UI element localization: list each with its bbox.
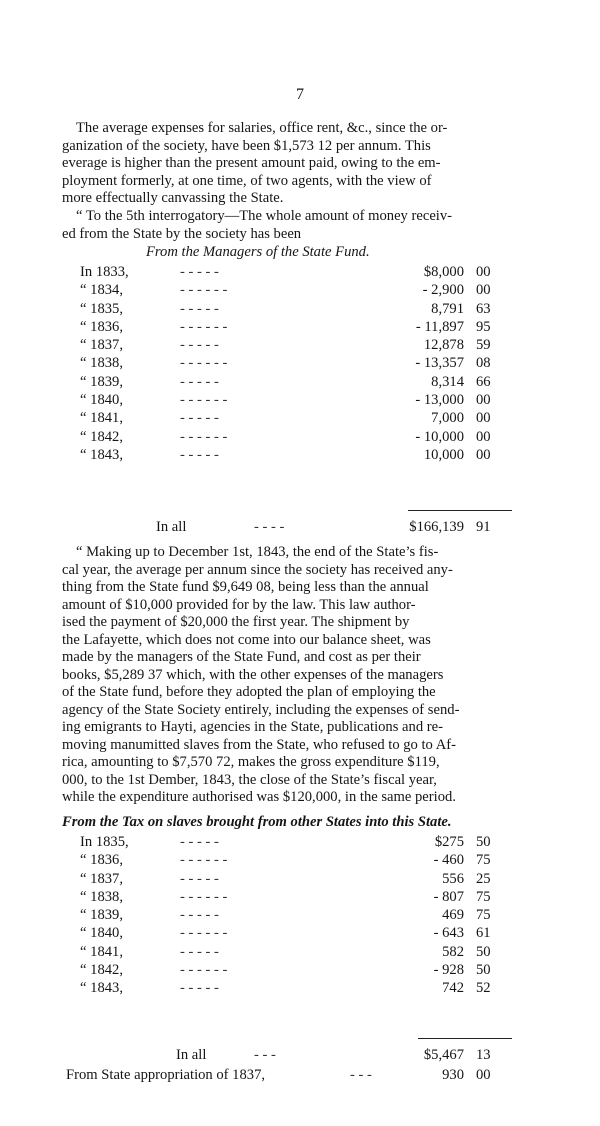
text-line: ised the payment of $20,000 the first year. The shipment by bbox=[62, 614, 410, 630]
row-cents: 95 bbox=[476, 318, 491, 335]
row-year: “ 1836, bbox=[80, 852, 123, 869]
text-line: more effectually canvassing the State. bbox=[62, 190, 284, 206]
row-amount: - 460 bbox=[433, 852, 464, 869]
text-line: ed from the State by the society has been bbox=[62, 225, 302, 242]
slave-tax-heading: From the Tax on slaves brought from other States into this State. bbox=[62, 814, 452, 830]
leader-dashes: - - - - - bbox=[180, 373, 219, 390]
row-cents: 50 bbox=[476, 962, 491, 979]
text-line: everage is higher than the present amount paid, owing to the em- bbox=[62, 155, 441, 171]
row-year: “ 1843, bbox=[80, 980, 123, 997]
row-amount: 8,314 bbox=[431, 373, 464, 390]
total-label: In all bbox=[156, 519, 187, 535]
row-year: “ 1834, bbox=[80, 282, 123, 299]
leader-dashes: - - - - - - bbox=[180, 962, 228, 979]
table-row bbox=[80, 263, 512, 281]
table-row bbox=[80, 851, 512, 869]
appropriation-row bbox=[66, 1066, 512, 1084]
table-row bbox=[80, 979, 512, 997]
leader-dashes: - - - - - bbox=[180, 907, 219, 924]
table-row bbox=[80, 336, 512, 354]
leader-dashes: - - - - - - bbox=[180, 852, 228, 869]
leader-dashes: - - - - - bbox=[180, 446, 219, 463]
row-year: “ 1843, bbox=[80, 446, 123, 463]
text-line: “ Making up to December 1st, 1843, the end of the State’s fis- bbox=[76, 544, 439, 560]
row-amount: - 13,000 bbox=[415, 392, 464, 409]
table-row bbox=[80, 924, 512, 942]
page-number: 7 bbox=[296, 86, 304, 103]
row-cents: 08 bbox=[476, 355, 491, 372]
row-cents: 61 bbox=[476, 925, 491, 942]
row-year: “ 1840, bbox=[80, 392, 123, 409]
text-line: of the State fund, before they adopted the plan of employing the bbox=[62, 684, 436, 700]
state-fund-total-rule bbox=[408, 510, 512, 511]
table-row bbox=[80, 318, 512, 336]
row-cents: 00 bbox=[476, 282, 491, 299]
table-row bbox=[80, 428, 512, 446]
row-cents: 66 bbox=[476, 373, 491, 390]
total-amount: $166,139 bbox=[409, 519, 464, 535]
row-amount: 742 bbox=[442, 980, 464, 997]
row-cents: 00 bbox=[476, 410, 491, 427]
state-fund-total bbox=[156, 518, 512, 536]
row-amount: 7,000 bbox=[431, 410, 464, 427]
row-cents: 50 bbox=[476, 943, 491, 960]
row-amount: 582 bbox=[442, 943, 464, 960]
text-line: while the expenditure authorised was $120,000, in the same period. bbox=[62, 789, 456, 805]
table-row bbox=[80, 943, 512, 961]
row-cents: 63 bbox=[476, 300, 491, 317]
total-label: In all bbox=[176, 1047, 207, 1063]
table-row bbox=[80, 281, 512, 299]
total-amount: $5,467 bbox=[423, 1047, 464, 1063]
total-cents: 13 bbox=[476, 1047, 491, 1063]
row-year: “ 1838, bbox=[80, 355, 123, 372]
leader-dashes: - - - - - - bbox=[180, 355, 228, 372]
table-row bbox=[80, 888, 512, 906]
table-row bbox=[80, 409, 512, 427]
row-cents: 25 bbox=[476, 870, 491, 887]
text-line: The average expenses for salaries, office rent, &c., since the or- bbox=[76, 120, 448, 136]
paragraph-summary bbox=[62, 544, 520, 807]
row-year: “ 1842, bbox=[80, 962, 123, 979]
table-row bbox=[80, 870, 512, 888]
leader-dashes: - - - - - bbox=[180, 410, 219, 427]
text-line: rica, amounting to $7,570 72, makes the gross expenditure $119, bbox=[62, 754, 440, 770]
appropriation-label: From State appropriation of 1837, bbox=[66, 1067, 266, 1083]
row-cents: 00 bbox=[476, 446, 491, 463]
text-line: ing emigrants to Hayti, agencies in the State, publications and re- bbox=[62, 719, 443, 735]
text-line: thing from the State fund $9,649 08, being less than the annual bbox=[62, 579, 429, 595]
row-year: “ 1841, bbox=[80, 943, 123, 960]
text-line: ployment formerly, at one time, of two agents, with the view of bbox=[62, 172, 432, 189]
paragraph-interrogatory bbox=[62, 208, 520, 243]
row-amount: - 807 bbox=[433, 888, 464, 905]
row-cents: 59 bbox=[476, 337, 491, 354]
leader-dashes: - - - bbox=[350, 1067, 372, 1083]
text-line: “ To the 5th interrogatory—The whole amount of money receiv- bbox=[76, 208, 453, 224]
row-cents: 00 bbox=[476, 264, 491, 280]
text-line: moving manumitted slaves from the State, who refused to go to Af- bbox=[62, 736, 456, 753]
leader-dashes: - - - - - bbox=[180, 870, 219, 887]
row-amount: - 11,897 bbox=[415, 318, 464, 335]
table-row bbox=[80, 906, 512, 924]
row-year: “ 1835, bbox=[80, 300, 123, 317]
leader-dashes: - - - - - - bbox=[180, 888, 228, 905]
row-year: In 1835, bbox=[80, 834, 129, 850]
row-amount: $8,000 bbox=[423, 264, 464, 280]
slave-tax-table bbox=[80, 833, 512, 998]
text-line: cal year, the average per annum since the society has received any- bbox=[62, 561, 453, 578]
row-year: “ 1841, bbox=[80, 410, 123, 427]
text-line: books, $5,289 37 which, with the other expenses of the managers bbox=[62, 666, 444, 683]
total-cents: 91 bbox=[476, 519, 491, 535]
row-year: In 1833, bbox=[80, 264, 129, 280]
leader-dashes: - - - - - bbox=[180, 300, 219, 317]
text-line: made by the managers of the State Fund, and cost as per their bbox=[62, 649, 421, 665]
table-row bbox=[80, 354, 512, 372]
table-row bbox=[80, 373, 512, 391]
row-cents: 75 bbox=[476, 852, 491, 869]
row-year: “ 1838, bbox=[80, 888, 123, 905]
row-amount: - 13,357 bbox=[415, 355, 464, 372]
leader-dashes: - - - - - - bbox=[180, 392, 228, 409]
row-amount: 10,000 bbox=[423, 446, 464, 463]
text-line: agency of the State Society entirely, including the expenses of send- bbox=[62, 701, 460, 718]
text-line: amount of $10,000 provided for by the law. This law author- bbox=[62, 596, 416, 613]
row-amount: - 643 bbox=[433, 925, 464, 942]
leader-dashes: - - - - - bbox=[180, 337, 219, 354]
leader-dashes: - - - - - bbox=[180, 264, 219, 280]
row-amount: 556 bbox=[442, 870, 464, 887]
row-amount: - 2,900 bbox=[422, 282, 464, 299]
table-row bbox=[80, 446, 512, 464]
row-year: “ 1836, bbox=[80, 318, 123, 335]
row-amount: 469 bbox=[442, 907, 464, 924]
row-cents: 50 bbox=[476, 834, 491, 850]
leader-dashes: - - - - - - bbox=[180, 318, 228, 335]
text-line: the Lafayette, which does not come into our balance sheet, was bbox=[62, 631, 431, 648]
paragraph-expenses bbox=[62, 120, 520, 208]
row-amount: 12,878 bbox=[423, 337, 464, 354]
row-cents: 00 bbox=[476, 392, 491, 409]
table-row bbox=[80, 961, 512, 979]
leader-dashes: - - - bbox=[254, 1047, 276, 1063]
row-amount: - 928 bbox=[433, 962, 464, 979]
leader-dashes: - - - - - bbox=[180, 980, 219, 997]
row-year: “ 1837, bbox=[80, 870, 123, 887]
row-cents: 52 bbox=[476, 980, 491, 997]
row-amount: - 10,000 bbox=[415, 428, 464, 445]
row-amount: $275 bbox=[434, 834, 464, 850]
row-cents: 75 bbox=[476, 907, 491, 924]
table-row bbox=[80, 833, 512, 851]
leader-dashes: - - - - - bbox=[180, 834, 219, 850]
appropriation-cents: 00 bbox=[476, 1067, 491, 1083]
row-year: “ 1839, bbox=[80, 373, 123, 390]
row-amount: 8,791 bbox=[431, 300, 464, 317]
text-line: 000, to the 1st Dember, 1843, the close of the State’s fiscal year, bbox=[62, 771, 437, 788]
row-year: “ 1839, bbox=[80, 907, 123, 924]
row-cents: 75 bbox=[476, 888, 491, 905]
slave-tax-total bbox=[176, 1046, 512, 1064]
leader-dashes: - - - - - - bbox=[180, 428, 228, 445]
leader-dashes: - - - - bbox=[254, 519, 285, 535]
text-line: ganization of the society, have been $1,573 12 per annum. This bbox=[62, 137, 431, 154]
row-year: “ 1840, bbox=[80, 925, 123, 942]
table-row bbox=[80, 300, 512, 318]
slave-tax-total-rule bbox=[418, 1038, 512, 1039]
state-fund-table bbox=[80, 263, 512, 464]
leader-dashes: - - - - - bbox=[180, 943, 219, 960]
appropriation-amount: 930 bbox=[442, 1067, 464, 1083]
row-cents: 00 bbox=[476, 428, 491, 445]
row-year: “ 1842, bbox=[80, 428, 123, 445]
state-fund-heading: From the Managers of the State Fund. bbox=[146, 244, 370, 260]
leader-dashes: - - - - - - bbox=[180, 925, 228, 942]
table-row bbox=[80, 391, 512, 409]
leader-dashes: - - - - - - bbox=[180, 282, 228, 299]
row-year: “ 1837, bbox=[80, 337, 123, 354]
